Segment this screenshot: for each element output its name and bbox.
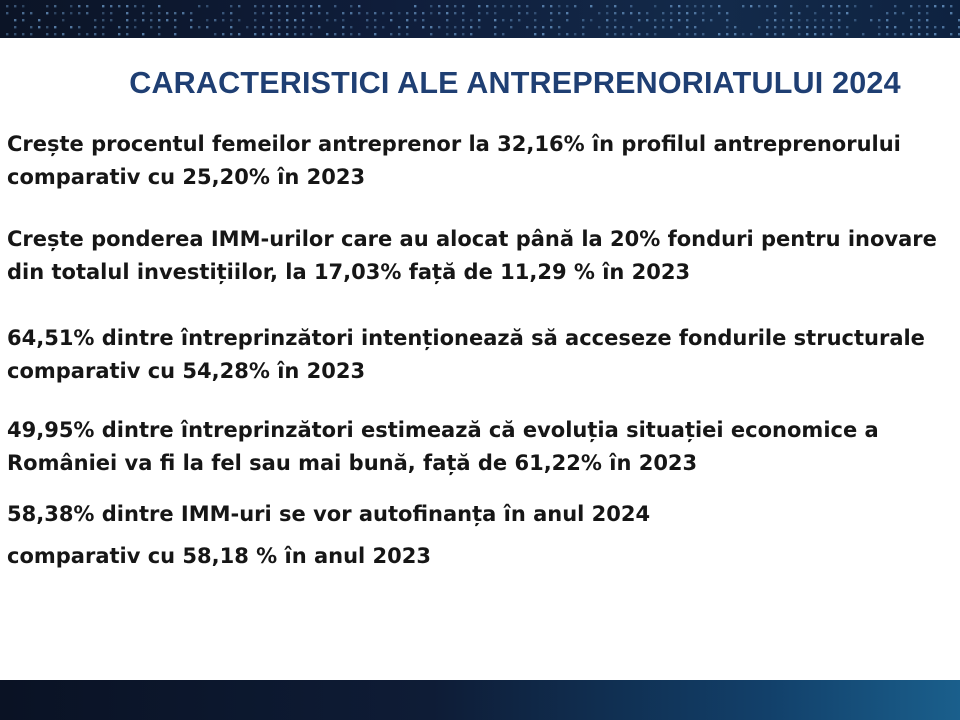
paragraph-line: Crește ponderea IMM-urilor care au alocat până la 20% fonduri pentru inovare (7, 227, 937, 251)
paragraph-women-entrepreneurs (7, 128, 960, 194)
paragraph-line: din totalul investițiilor, la 17,03% față de 11,29 % în 2023 (7, 260, 691, 284)
paragraph-line: României va fi la fel sau mai bună, față de 61,22% în 2023 (7, 451, 698, 475)
paragraph-line: Crește procentul femeilor antreprenor la 32,16% în profilul antreprenorului (7, 132, 901, 156)
paragraph-structural-funds (7, 322, 960, 388)
paragraph-line: 49,95% dintre întreprinzători estimează că evoluția situației economice a (7, 418, 879, 442)
bottom-decorative-band (0, 680, 960, 720)
paragraph-innovation-funds (7, 223, 960, 289)
paragraph-line: comparativ cu 54,28% în 2023 (7, 359, 366, 383)
paragraph-self-financing-comparison (7, 540, 960, 573)
paragraph-line: comparativ cu 25,20% în 2023 (7, 165, 366, 189)
dot-pattern (0, 0, 960, 38)
paragraph-economic-outlook (7, 414, 960, 480)
top-decorative-band (0, 0, 960, 38)
paragraph-line: 64,51% dintre întreprinzători intenționează să acceseze fondurile structurale (7, 326, 925, 350)
slide-title: CARACTERISTICI ALE ANTREPRENORIATULUI 2024 (129, 66, 901, 100)
paragraph-self-financing (7, 498, 960, 531)
paragraph-line: 58,38% dintre IMM-uri se vor autofinanța în anul 2024 (7, 502, 651, 526)
paragraph-line: comparativ cu 58,18 % în anul 2023 (7, 544, 432, 568)
